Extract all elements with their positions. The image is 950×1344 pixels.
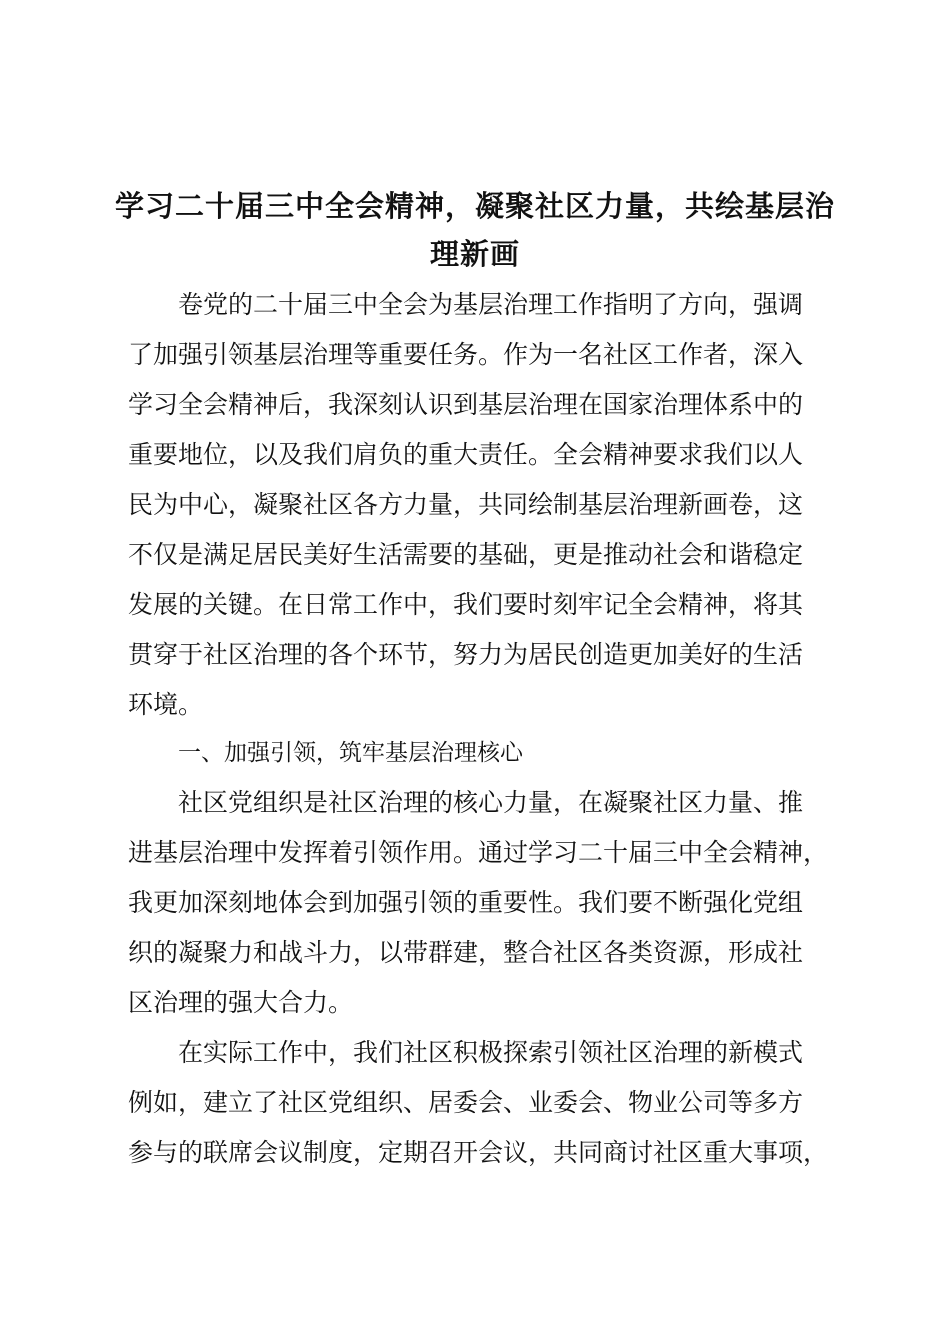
text-line: 卷党的二十届三中全会为基层治理工作指明了方向，强调: [178, 290, 804, 319]
paragraph-section1-a: [128, 778, 840, 1028]
text-line: 参与的联席会议制度，定期召开会议，共同商讨社区重大事项，: [128, 1138, 829, 1167]
text-line: 了加强引领基层治理等重要任务。作为一名社区工作者，深入: [128, 340, 804, 369]
text-line: 织的凝聚力和战斗力，以带群建，整合社区各类资源，形成社: [128, 938, 804, 967]
paragraph-intro: [128, 280, 840, 730]
text-line: 例如，建立了社区党组织、居委会、业委会、物业公司等多方: [128, 1088, 804, 1117]
paragraph-section1-b: [128, 1028, 840, 1178]
text-line: 在实际工作中，我们社区积极探索引领社区治理的新模式: [178, 1038, 804, 1067]
text-line: 学习全会精神后，我深刻认识到基层治理在国家治理体系中的: [128, 390, 804, 419]
text-line: 不仅是满足居民美好生活需要的基础，更是推动社会和谐稳定: [128, 540, 804, 569]
text-line: 发展的关键。在日常工作中，我们要时刻牢记全会精神，将其: [128, 590, 804, 619]
text-line: 区治理的强大合力。: [128, 988, 354, 1017]
text-line: 民为中心，凝聚社区各方力量，共同绘制基层治理新画卷，这: [128, 490, 804, 519]
text-line: 环境。: [128, 690, 204, 719]
text-line: 社区党组织是社区治理的核心力量，在凝聚社区力量、推: [178, 788, 804, 817]
text-line: 我更加深刻地体会到加强引领的重要性。我们要不断强化党组: [128, 888, 804, 917]
text-line: 重要地位，以及我们肩负的重大责任。全会精神要求我们以人: [128, 440, 804, 469]
title-line: 理新画: [429, 237, 520, 271]
text-line: 贯穿于社区治理的各个环节，努力为居民创造更加美好的生活: [128, 640, 804, 669]
title-line: 学习二十届三中全会精神，凝聚社区力量，共绘基层治: [114, 189, 835, 223]
document-title: [100, 182, 850, 278]
section-heading-1: [128, 728, 840, 778]
text-line: 进基层治理中发挥着引领作用。通过学习二十届三中全会精神，: [128, 838, 829, 867]
section-heading: 一、加强引领，筑牢基层治理核心: [178, 740, 523, 766]
